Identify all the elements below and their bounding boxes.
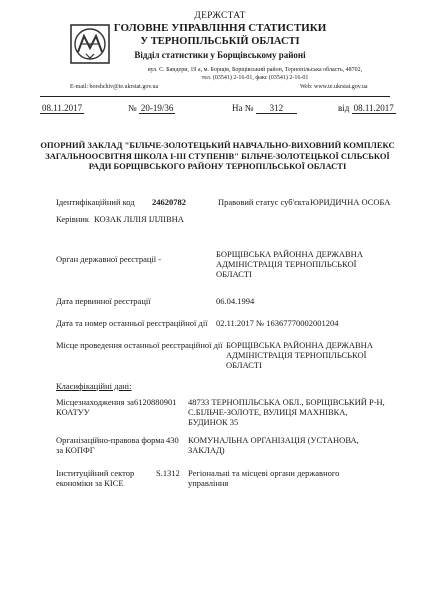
incoming-date: від 08.11.2017 bbox=[338, 103, 394, 113]
incoming-number: На № 312 bbox=[232, 103, 297, 113]
last-registration-label: Дата та номер останньої реєстраційної дії bbox=[56, 318, 208, 328]
letterhead-address bbox=[110, 66, 400, 82]
registration-body-value: БОРЩІВСЬКА РАЙОННА ДЕРЖАВНА АДМІНІСТРАЦІЯ ТЕРНОПІЛЬСЬКОЇ ОБЛАСТІ bbox=[216, 249, 363, 279]
id-code-value: 24620782 bbox=[152, 197, 186, 207]
last-registration-place-value: БОРЩІВСЬКА РАЙОННА ДЕРЖАВНА АДМІНІСТРАЦІЯ ТЕРНОПІЛЬСЬКОЇ ОБЛАСТІ bbox=[226, 340, 373, 370]
kise-value: Регіональні та місцеві органи державного управління bbox=[188, 468, 340, 488]
organization-subdivision: Відділ статистики у Борщівському районі bbox=[134, 50, 306, 60]
address-line: вул. С. Бандери, 19 а, м. Борщів, Борщівський район, Тернопільська область, 48702, bbox=[147, 67, 363, 73]
last-registration-place-label: Місце проведення останньої реєстраційної дії bbox=[56, 340, 223, 350]
phone-line: тел. (03541) 2-16-01, факс (03541) 2-16-01 bbox=[201, 75, 309, 81]
head-value: КОЗАК ЛІЛІЯ ІЛЛІВНА bbox=[94, 214, 184, 224]
koatuu-label: Місцезнаходження за КОАТУУ bbox=[56, 397, 134, 417]
head-label: Керівник bbox=[56, 214, 89, 224]
kopfg-value: КОМУНАЛЬНА ОРГАНІЗАЦІЯ (УСТАНОВА, ЗАКЛАД) bbox=[188, 435, 359, 455]
header-rule bbox=[40, 96, 390, 97]
first-registration-value: 06.04.1994 bbox=[216, 296, 255, 306]
organization-region: У ТЕРНОПІЛЬСЬКІЙ ОБЛАСТІ bbox=[140, 36, 300, 47]
id-code-label: Ідентифікаційний код bbox=[56, 197, 135, 207]
koatuu-value: 48733 ТЕРНОПІЛЬСЬКА ОБЛ., БОРЩІВСЬКИЙ Р-Н, С.БІЛЬЧЕ-ЗОЛОТЕ, ВУЛИЦЯ МАХНІВКА, БУДИНОК 35 bbox=[188, 397, 385, 427]
kise-code: S.1312 bbox=[156, 468, 180, 478]
outgoing-date: 08.11.2017 bbox=[42, 103, 83, 113]
kopfg-label: Організаційно-правова форма за КОПФГ bbox=[56, 435, 165, 455]
department-name: ДЕРЖСТАТ bbox=[194, 11, 246, 21]
classification-heading: Класифікаційні дані: bbox=[56, 381, 132, 391]
first-registration-label: Дата первинної реєстрації bbox=[56, 296, 151, 306]
kopfg-code: 430 bbox=[166, 435, 179, 445]
kise-label: Інституційний сектор економіки за КІСЕ bbox=[56, 468, 135, 488]
email-line: E-mail: borshchiv@te.ukrstat.gov.ua bbox=[70, 84, 159, 90]
last-registration-value: 02.11.2017 № 16367770002001204 bbox=[216, 318, 339, 328]
outgoing-number: № 20-19/36 bbox=[128, 103, 174, 113]
legal-status-value: ЮРИДИЧНА ОСОБА bbox=[310, 197, 391, 207]
koatuu-code: 6120880901 bbox=[134, 397, 177, 407]
legal-status-label: Правовий статус суб'єкта bbox=[218, 197, 310, 207]
document-title: ОПОРНИЙ ЗАКЛАД "БІЛЬЧЕ-ЗОЛОТЕЦЬКИЙ НАВЧАЛЬНО-ВИХОВНИЙ КОМПЛЕКС ЗАГАЛЬНООСВІТНЯ ШКОЛА І-ІІІ СТУПЕНІВ" БІЛЬЧЕ-ЗОЛОТЕЦЬКОЇ СІЛЬСЬКОЇ РАДИ БОРЩІВСЬКОГО РАЙОНУ ТЕРНОПІЛЬСЬКОЇ ОБЛАСТІ bbox=[40, 140, 395, 171]
web-line: Web: www.te.ukrstat.gov.ua bbox=[300, 84, 368, 90]
registration-body-label: Орган державної реєстрації - bbox=[56, 254, 162, 264]
organization-name: ГОЛОВНЕ УПРАВЛІННЯ СТАТИСТИКИ bbox=[113, 22, 327, 34]
